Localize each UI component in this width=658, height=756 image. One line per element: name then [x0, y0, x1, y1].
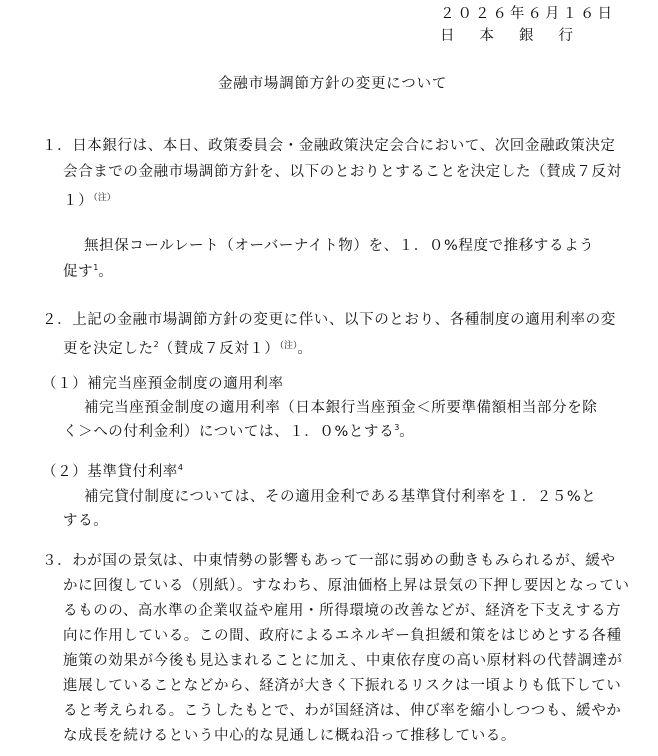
policy-line2-text: 促す	[63, 264, 94, 280]
section2-line2	[63, 336, 313, 359]
document-date: ２０２６年６月１６日	[440, 6, 615, 22]
subsection2-line1: 補完貸付制度については、その適用金利である基準貸付利率を１．２５%と	[84, 489, 597, 505]
section1-note-mark: （注）	[93, 193, 116, 203]
subsection2-footnote-mark: 4	[177, 463, 183, 472]
policy-line2-end: 。	[98, 264, 114, 280]
section3-line7: ると考えられる。こうしたもとで、わが国経済は、伸び率を縮小しつつも、緩やか	[63, 703, 622, 719]
section2-note-mark: （注）	[279, 341, 298, 351]
subsection1-line2	[63, 422, 414, 442]
section3-line1: ３．わが国の景気は、中東情勢の影響もあって一部に弱めの動きもみられるが、緩や	[42, 553, 616, 569]
section3-line8: な成長を続けるという中心的な見通しに概ね沿って推移している。	[63, 728, 516, 744]
section3-line5: 施策の効果が今後も見込まれることに加え、中東依存度の高い原材料の代替調達が	[63, 653, 623, 669]
section2-vote: （賛成７反対１）	[158, 341, 280, 357]
subsection2-line2: する。	[63, 513, 109, 529]
subsection1-heading: （１）補完当座預金制度の適用利率	[42, 376, 284, 392]
section3-line2: かに回復している（別紙）。すなわち、原油価格上昇は景気の下押し要因となってい	[63, 578, 630, 594]
section1-line2: 会合までの金融市場調節方針を、以下のとおりとすることを決定した（賛成７反対	[63, 164, 622, 180]
subsection2-heading-text: （２）基準貸付利率	[42, 464, 178, 480]
subsection1-line1: 補完当座預金制度の適用利率（日本銀行当座預金＜所要準備額相当部分を除	[84, 400, 598, 416]
section3-line3: るものの、高水準の企業収益や雇用・所得環境の改善などが、経済を下支えする方	[63, 603, 622, 619]
policy-footnote-mark: 1	[93, 263, 99, 272]
subsection1-line2-text: く＞への付利金利）については、１．０%とする	[63, 424, 395, 440]
section3-line4: 向に作用している。この間、政府によるエネルギー負担緩和策をはじめとする各種	[63, 628, 622, 644]
section1-line1: １．日本銀行は、本日、政策委員会・金融政策決定会合において、次回金融政策決定	[42, 138, 616, 154]
section2-line2-end: 。	[297, 341, 313, 357]
subsection2-heading	[42, 462, 183, 482]
section3-line6: 進展していることなどから、経済が大きく下振れるリスクは一頃よりも低下してい	[63, 678, 622, 694]
section2-line1: ２．上記の金融市場調節方針の変更に伴い、以下のとおり、各種制度の適用利率の変	[42, 312, 616, 328]
section1-line3-text: １）	[63, 193, 94, 209]
subsection1-line2-end: 。	[399, 424, 415, 440]
document-title: 金融市場調節方針の変更について	[218, 76, 448, 92]
section2-line2-text: 更を決定した	[63, 341, 154, 357]
policy-line1: 無担保コールレート（オーバーナイト物）を、１．０%程度で推移するよう	[84, 238, 595, 254]
issuer-name: 日本銀行	[440, 28, 598, 44]
section1-line3	[63, 188, 116, 211]
policy-line2	[63, 262, 113, 282]
subsection1-footnote-mark: 3	[394, 423, 400, 432]
section2-footnote-mark: 2	[153, 340, 159, 349]
